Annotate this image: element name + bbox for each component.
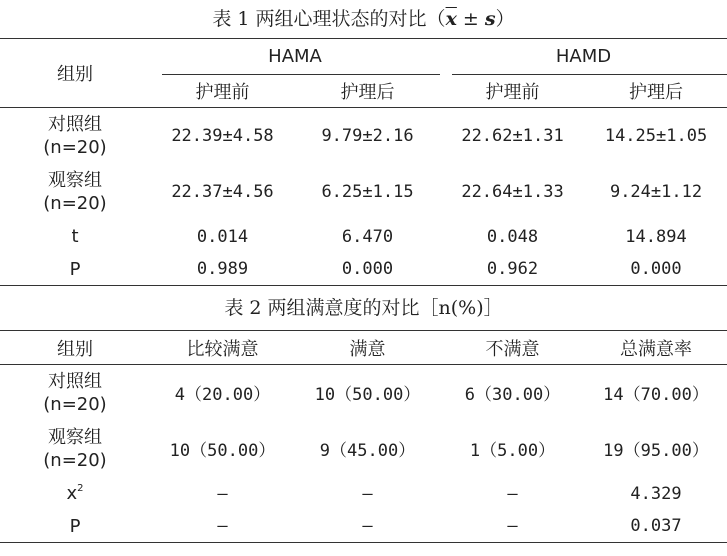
table2-header-total-rate: 总满意率	[585, 331, 727, 365]
table-row	[0, 220, 727, 254]
table-cell: 6（30.00）	[464, 385, 561, 406]
table-row	[0, 254, 727, 286]
table-cell: 0.014	[196, 226, 249, 247]
row-label: t	[71, 226, 79, 247]
row-label-symbol: x	[66, 483, 78, 504]
row-label-line2: (n=20)	[43, 192, 107, 214]
row-label	[0, 477, 150, 511]
table-cell: 0.000	[585, 254, 727, 286]
table-cell: 9.24±1.12	[609, 181, 703, 202]
table1-caption-pm: ±	[456, 8, 485, 30]
table1-header-hamd: HAMD	[440, 39, 727, 75]
table-row	[0, 365, 727, 421]
table1-header-hamd-after: 护理后	[585, 75, 727, 108]
table-cell: 0.962	[440, 254, 585, 286]
table-cell: –	[217, 483, 228, 504]
table1-header-hama: HAMA	[150, 39, 440, 75]
table-cell: 0.048	[486, 226, 539, 247]
table-cell: 1（5.00）	[469, 441, 556, 461]
table-cell: –	[150, 511, 295, 543]
row-label-line1: 观察组	[48, 426, 102, 448]
table-cell: 14.25±1.05	[604, 125, 708, 146]
row-label-line1: 对照组	[48, 370, 102, 392]
row-label: P	[0, 254, 150, 286]
table1-caption-s: s	[484, 8, 496, 30]
table1-header-group: 组别	[0, 39, 150, 108]
row-label-line2: (n=20)	[43, 449, 107, 471]
table2-header-unsatisfied: 不满意	[440, 331, 585, 365]
row-label	[0, 108, 150, 164]
table1	[0, 38, 727, 286]
table-cell: 22.62±1.31	[461, 125, 564, 146]
table2	[0, 330, 727, 543]
table-cell: –	[362, 483, 373, 504]
table-cell: 14.894	[625, 226, 687, 247]
row-label-line2: (n=20)	[43, 136, 107, 158]
table-cell: 0.989	[150, 254, 295, 286]
table-cell: –	[295, 511, 440, 543]
table2-header-satisfied: 满意	[295, 331, 440, 365]
row-label	[0, 164, 150, 220]
table-cell: 22.37±4.56	[171, 181, 274, 202]
table2-caption: 表 2 两组满意度的对比［n(%)］	[224, 297, 503, 319]
table-cell: –	[507, 483, 518, 504]
row-label	[0, 365, 150, 421]
row-label-line2: (n=20)	[43, 393, 107, 415]
table-row	[0, 421, 727, 477]
table-cell: 0.000	[295, 254, 440, 286]
table1-caption-suffix: ）	[495, 8, 515, 30]
table-cell: 14（70.00）	[603, 385, 709, 406]
table1-caption	[0, 0, 727, 38]
table1-caption-xbar: $\overline{x}$	[445, 8, 457, 30]
table-cell: 4（20.00）	[174, 385, 271, 406]
table-cell: 9（45.00）	[319, 441, 416, 461]
table-cell: 6.25±1.15	[321, 181, 414, 202]
table-cell: 4.329	[630, 483, 682, 504]
table-row	[0, 164, 727, 220]
row-label-superscript: 2	[77, 483, 84, 494]
table-cell: 0.037	[585, 511, 727, 543]
table-cell: 10（50.00）	[169, 441, 276, 461]
table-cell: 6.470	[341, 226, 394, 247]
table1-caption-prefix: 表 1 两组心理状态的对比（	[212, 8, 446, 30]
table-cell: 22.39±4.58	[171, 125, 274, 146]
row-label-line1: 对照组	[48, 113, 102, 135]
table-row	[0, 511, 727, 543]
row-label-line1: 观察组	[48, 169, 102, 191]
table2-header-group: 组别	[0, 331, 150, 365]
table-cell: 9.79±2.16	[321, 125, 414, 146]
table-cell: 10（50.00）	[314, 385, 421, 406]
table1-header-hama-after: 护理后	[295, 75, 440, 108]
table2-header-fairly-satisfied: 比较满意	[150, 331, 295, 365]
table-row	[0, 477, 727, 511]
table1-header-hamd-before: 护理前	[440, 75, 585, 108]
table-cell: –	[440, 511, 585, 543]
table-cell: 19（95.00）	[603, 441, 709, 461]
table1-header-hama-before: 护理前	[150, 75, 295, 108]
row-label	[0, 421, 150, 477]
row-label: P	[0, 511, 150, 543]
table-row	[0, 108, 727, 164]
table-cell: 22.64±1.33	[461, 181, 564, 202]
